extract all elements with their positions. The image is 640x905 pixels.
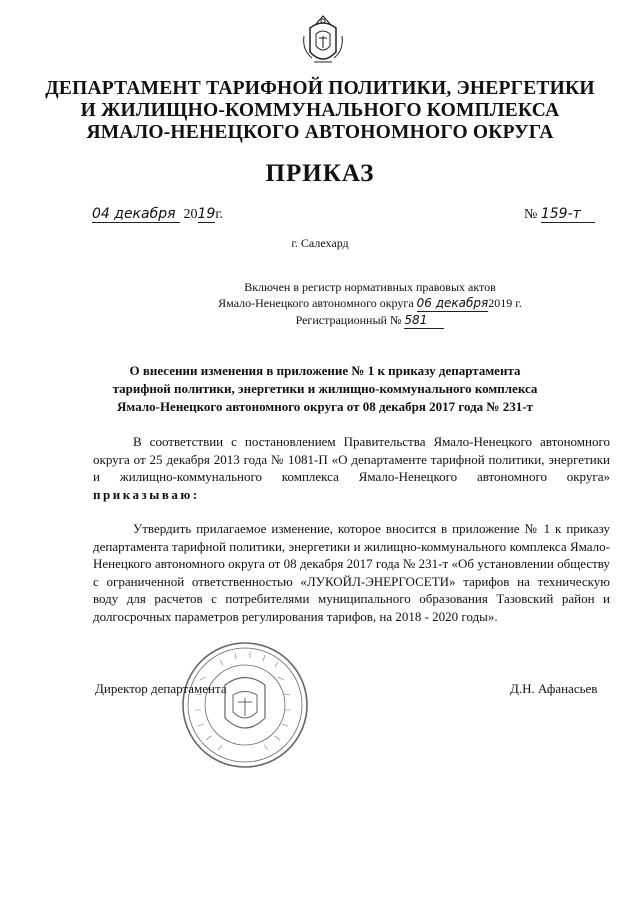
order-date-year: 19 <box>197 206 216 222</box>
order-subject-line-3: Ямало-Ненецкого автономного округа от 08 декабря 2017 года № 231-т <box>117 399 533 414</box>
command-word: приказываю: <box>93 486 200 502</box>
order-date-day-month: 04 декабря <box>92 206 180 223</box>
registry-note <box>190 279 550 329</box>
document-type-title: ПРИКАЗ <box>265 160 375 187</box>
department-line-3: ЯМАЛО-НЕНЕЦКОГО АВТОНОМНОГО ОКРУГА <box>86 122 554 143</box>
official-seal-icon <box>180 640 310 770</box>
order-subject-line-2: тарифной политики, энергетики и жилищно-коммунального комплекса <box>112 381 538 396</box>
order-date-year-suffix: г. <box>215 207 223 222</box>
signatory-name: Д.Н. Афанасьев <box>510 681 598 696</box>
preamble-text: В соответствии с постановлением Правительства Ямало-Ненецкого автономного округа от 25 декабря 2013 года № 1081-П «О департаменте тарифной политики, энергетики и жилищно-коммунального комплекса Ямало-Ненецкого автономного округа» <box>93 434 610 484</box>
registry-line-2-suffix: 2019 г. <box>488 296 522 310</box>
registry-line-3-prefix: Регистрационный № <box>295 313 402 327</box>
department-name <box>40 78 600 144</box>
order-subject <box>90 362 560 416</box>
order-date-year-prefix: 20 <box>183 207 198 222</box>
city-name: г. Салехард <box>291 236 349 250</box>
preamble-paragraph <box>93 433 610 503</box>
registry-line-2 <box>190 295 550 312</box>
registry-line-2-prefix: Ямало-Ненецкого автономного округа <box>218 296 414 310</box>
order-number-value: 159-т <box>541 206 595 223</box>
registry-line-3 <box>190 312 550 329</box>
order-date <box>92 206 223 223</box>
registry-line-1: Включен в регистр нормативных правовых актов <box>244 280 496 294</box>
coat-of-arms-icon <box>300 14 346 70</box>
department-line-2: И ЖИЛИЩНО-КОММУНАЛЬНОГО КОМПЛЕКСА <box>80 100 560 121</box>
department-line-1: ДЕПАРТАМЕНТ ТАРИФНОЙ ПОЛИТИКИ, ЭНЕРГЕТИКИ <box>45 78 595 99</box>
registry-date: 06 декабря <box>416 296 489 310</box>
registry-number: 581 <box>404 312 444 329</box>
operative-paragraph: Утвердить прилагаемое изменение, которое вносится в приложение № 1 к приказу департамента тарифной политики, энергетики и жилищно-коммунального комплекса Ямало-Ненецкого автономного округа от 08 декабря 2017 года № 231-т «Об установлении обществу с ограниченной ответственностью «ЛУКОЙЛ-ЭНЕРГОСЕТИ» тарифов на техническую воду для расчетов с потребителями муниципального образования Тазовский район и долгосрочных параметров регулирования тарифов, на 2018 - 2020 годы». <box>93 521 610 624</box>
order-number <box>524 206 595 223</box>
order-subject-line-1: О внесении изменения в приложение № 1 к приказу департамента <box>129 363 521 378</box>
signatory-position: Директор департамента <box>95 681 227 696</box>
order-number-prefix: № <box>524 207 538 222</box>
